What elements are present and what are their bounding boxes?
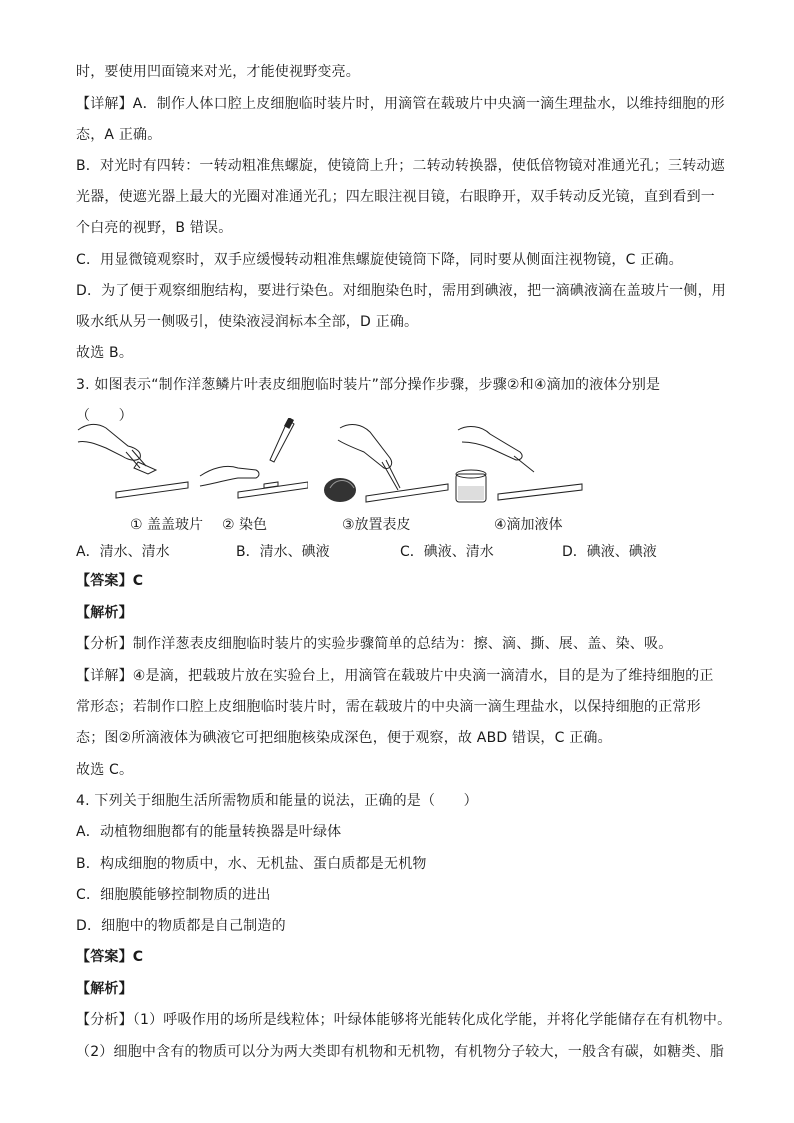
option-c: C．碘液、清水 bbox=[400, 544, 494, 560]
figure-caption-3: ③放置表皮 bbox=[342, 517, 411, 533]
text-line: 常形态；若制作口腔上皮细胞临时装片时，需在载玻片的中央滴一滴生理盐水，以保持细胞的正常形 bbox=[76, 699, 701, 715]
staining-illustration bbox=[198, 418, 308, 510]
text-line: C．用显微镜观察时，双手应缓慢转动粗准焦螺旋使镜筒下降，同时要从侧面注视物镜，C 正确。 bbox=[76, 252, 683, 268]
text-line: D．为了便于观察细胞结构，要进行染色。对细胞染色时，需用到碘液，把一滴碘液滴在盖玻片一侧，用 bbox=[76, 283, 726, 299]
analysis-label: 【解析】 bbox=[76, 981, 133, 997]
figure-caption-2: ② 染色 bbox=[222, 517, 268, 533]
answer-label: 【答案】C bbox=[76, 573, 144, 589]
text-line: 【详解】A．制作人体口腔上皮细胞临时装片时，用滴管在载玻片中央滴一滴生理盐水，以维持细胞的形 bbox=[76, 96, 725, 112]
option-a: A．清水、清水 bbox=[76, 544, 170, 560]
text-line: 态；图②所滴液体为碘液它可把细胞核染成深色，便于观察，故 ABD 错误，C 正确。 bbox=[76, 730, 612, 746]
analysis-label: 【解析】 bbox=[76, 605, 133, 621]
answer-label: 【答案】C bbox=[76, 949, 144, 965]
text-line: D．细胞中的物质都是自己制造的 bbox=[76, 918, 286, 934]
text-line: 个白亮的视野，B 错误。 bbox=[76, 220, 233, 236]
text-line: B．对光时有四转：一转动粗准焦螺旋，使镜筒上升；二转动转换器，使低倍物镜对准通光孔；三转动遮 bbox=[76, 158, 725, 174]
text-line: 故选 C。 bbox=[76, 762, 134, 778]
question-3-stem: 3. 如图表示“制作洋葱鳞片叶表皮细胞临时装片”部分操作步骤，步骤②和④滴加的液体分别是 bbox=[76, 377, 661, 393]
cover-slip-illustration bbox=[76, 418, 191, 510]
text-line: B．构成细胞的物质中，水、无机盐、蛋白质都是无机物 bbox=[76, 856, 427, 872]
adding-liquid-illustration bbox=[454, 418, 584, 510]
text-line: 态，A 正确。 bbox=[76, 127, 162, 143]
text-line: 【分析】制作洋葱表皮细胞临时装片的实验步骤简单的总结为：擦、滴、撕、展、盖、染、吸。 bbox=[76, 636, 673, 652]
placing-epidermis-illustration bbox=[320, 418, 450, 510]
question-4-stem: 4. 下列关于细胞生活所需物质和能量的说法，正确的是（ ） bbox=[76, 793, 478, 809]
option-b: B．清水、碘液 bbox=[236, 544, 330, 560]
text-line: 故选 B。 bbox=[76, 345, 134, 361]
text-line: 吸水纸从另一侧吸引，使染液浸润标本全部，D 正确。 bbox=[76, 314, 419, 330]
question-3-paren: （ ） bbox=[76, 408, 133, 424]
text-line: （2）细胞中含有的物质可以分为两大类即有机物和无机物，有机物分子较大，一般含有碳，如糖类、脂 bbox=[76, 1044, 725, 1060]
figure-caption-1: ① 盖盖玻片 bbox=[130, 517, 204, 533]
text-line: C．细胞膜能够控制物质的进出 bbox=[76, 887, 271, 903]
procedure-figure bbox=[76, 418, 636, 536]
text-line: 【详解】④是滴，把载玻片放在实验台上，用滴管在载玻片中央滴一滴清水，目的是为了维持细胞的正 bbox=[76, 668, 714, 684]
text-line: 【分析】（1）呼吸作用的场所是线粒体；叶绿体能够将光能转化成化学能，并将化学能储存在有机物中。 bbox=[76, 1012, 732, 1028]
text-line: A．动植物细胞都有的能量转换器是叶绿体 bbox=[76, 824, 342, 840]
text-line: 光器，使遮光器上最大的光圈对准通光孔；四左眼注视目镜，右眼睁开，双手转动反光镜，直到看到一 bbox=[76, 189, 715, 205]
figure-caption-4: ④滴加液体 bbox=[494, 517, 563, 533]
text-line: 时，要使用凹面镜来对光，才能使视野变亮。 bbox=[76, 64, 360, 80]
option-d: D．碘液、碘液 bbox=[562, 544, 657, 560]
